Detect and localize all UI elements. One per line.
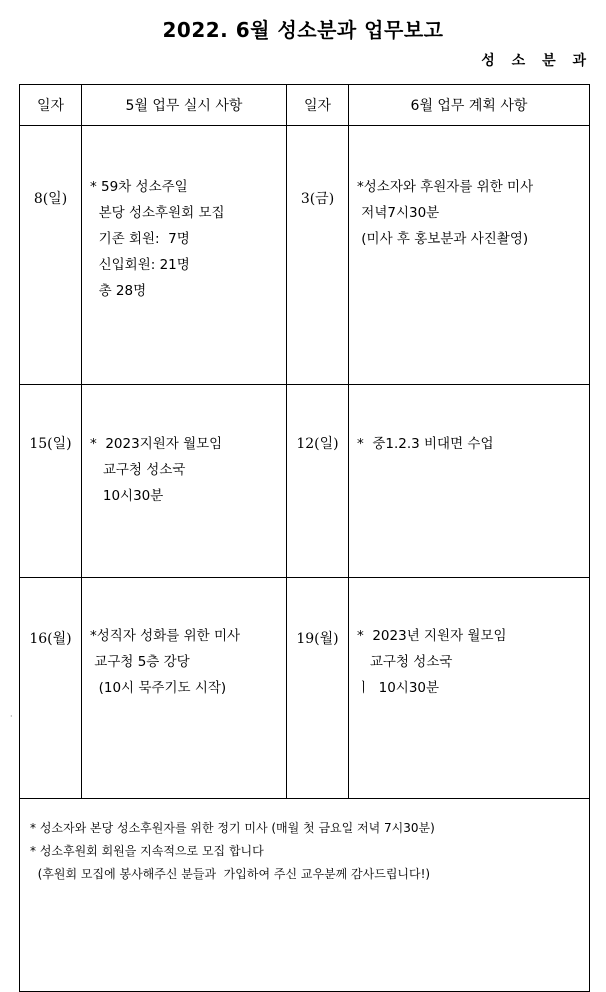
report-title: 2022. 6월 성소분과 업무보고 (162, 18, 444, 42)
header-date-left: 일자 (20, 85, 82, 126)
task-line: 10시30분 (90, 488, 164, 504)
june-plan-cell (349, 126, 590, 385)
task-line: 교구청 성소국 (90, 462, 186, 478)
may-task-cell (82, 385, 287, 578)
plan-line: 교구청 성소국 (357, 654, 453, 670)
june-date-cell: 19(월) (287, 578, 349, 799)
may-task-cell (82, 126, 287, 385)
june-date-cell: 12(일) (287, 385, 349, 578)
june-plan-cell (349, 578, 590, 799)
task-line: *성직자 성화를 위한 미사 (90, 628, 241, 644)
may-date-cell: 16(월) (20, 578, 82, 799)
department-label: 성 소 분 과 (481, 53, 592, 69)
notes-cell (20, 799, 590, 992)
june-plan-cell (349, 385, 590, 578)
table-header-row (20, 85, 590, 126)
task-line: 기존 회원: 7명 (90, 231, 190, 247)
plan-line: * 중1.2.3 비대면 수업 (357, 436, 494, 452)
task-line: * 59차 성소주일 (90, 179, 188, 195)
note-line: * 성소후원회 회원을 지속적으로 모집 합니다 (30, 844, 264, 858)
header-may-tasks: 5월 업무 실시 사항 (82, 85, 287, 126)
stray-mark: · (10, 712, 13, 721)
plan-line: * 2023년 지원자 월모임 (357, 628, 507, 644)
task-line: 총 28명 (90, 283, 147, 299)
task-line: 신입회원: 21명 (90, 257, 190, 273)
notes-row (20, 799, 590, 992)
note-line: * 성소자와 본당 성소후원자를 위한 정기 미사 (매월 첫 금요일 저녁 7시30분) (30, 821, 435, 835)
may-task-cell (82, 578, 287, 799)
plan-line: (미사 후 홍보분과 사진촬영) (357, 231, 529, 247)
may-date-cell: 8(일) (20, 126, 82, 385)
note-line: (후원회 모집에 봉사해주신 분들과 가입하여 주신 교우분께 감사드립니다!) (30, 867, 431, 881)
header-date-right: 일자 (287, 85, 349, 126)
june-date-cell: 3(금) (287, 126, 349, 385)
task-line: 교구청 5층 강당 (90, 654, 190, 670)
plan-line: 저녁7시30분 (357, 205, 440, 221)
table-row (20, 385, 590, 578)
header-june-plans: 6월 업무 계획 사항 (349, 85, 590, 126)
plan-line: ㅣ 10시30분 (357, 680, 440, 696)
task-line: * 2023지원자 월모임 (90, 436, 223, 452)
task-line: (10시 묵주기도 시작) (90, 680, 227, 696)
plan-line: *성소자와 후원자를 위한 미사 (357, 179, 534, 195)
may-date-cell: 15(일) (20, 385, 82, 578)
task-line: 본당 성소후원회 모집 (90, 205, 225, 221)
report-table (19, 84, 590, 992)
table-row (20, 126, 590, 385)
table-row (20, 578, 590, 799)
